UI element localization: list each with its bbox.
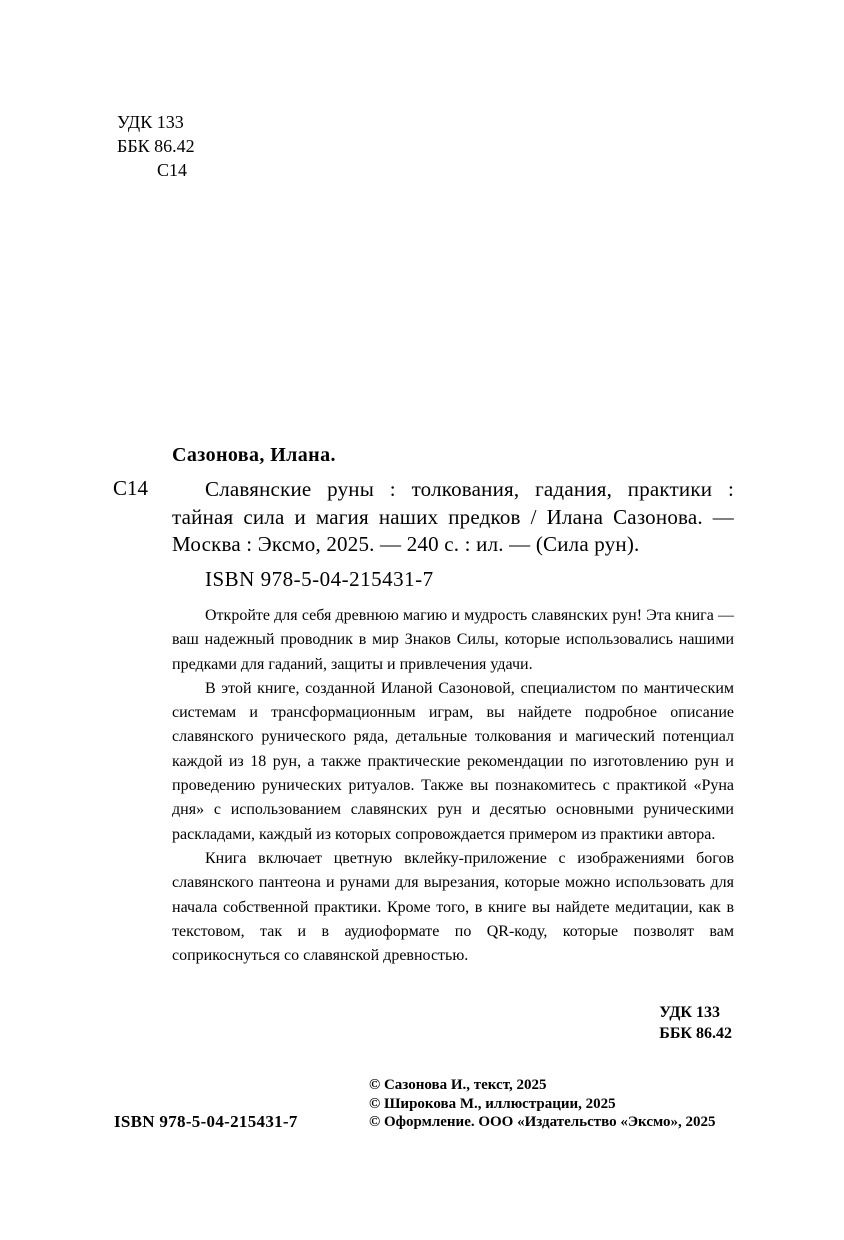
annotation-paragraph: В этой книге, созданной Иланой Сазоновой, специалистом по мантическим системам и трансформационным играм, вы найдете подробное описание славянского рунического ряда, детальные толкования и магический потенциал каждой из 18 рун, а также практические рекомендации по изготовлению рун и проведению рунических ритуалов. Также вы познакомитесь с практикой «Руна дня» с использованием славянских рун и десятью основными руническими раскладами, каждый из которых сопровождается примером из практики автора. [172, 679, 734, 843]
annotation [172, 604, 734, 968]
bottom-udk: УДК 133 [659, 1004, 720, 1021]
copyright-line: © Сазонова И., текст, 2025 [369, 1077, 547, 1093]
bottom-isbn: ISBN 978-5-04-215431-7 [114, 1112, 298, 1131]
copyright-line: © Оформление. ООО «Издательство «Эксмо», 2025 [369, 1114, 716, 1130]
record-author-mark: С14 [113, 476, 149, 500]
annotation-paragraph: Откройте для себя древнюю магию и мудрость славянских рун! Эта книга — ваш надежный проводник в мир Знаков Силы, которые использовались нашими предками для гаданий, защиты и привлечения удачи. [172, 607, 734, 673]
udk-code: УДК 133 [117, 112, 184, 132]
bottom-classification [659, 1002, 732, 1044]
bottom-bbk: ББК 86.42 [659, 1025, 732, 1042]
bibliographic-description [172, 476, 734, 559]
description-text: Славянские руны : толкования, гадания, практики : тайная сила и магия наших предков / Илана Сазонова. — Москва : Эксмо, 2025. — 240 с. : ил. — (Сила рун). [172, 477, 734, 556]
author-mark: С14 [157, 160, 188, 180]
classification-block [117, 110, 195, 182]
record-isbn: ISBN 978-5-04-215431-7 [205, 567, 434, 591]
bbk-code: ББК 86.42 [117, 136, 195, 156]
record-author: Сазонова, Илана. [172, 444, 336, 466]
copyright-block [369, 1076, 716, 1132]
copyright-line: © Широкова М., иллюстрации, 2025 [369, 1095, 616, 1112]
annotation-paragraph: Книга включает цветную вклейку-приложение с изображениями богов славянского пантеона и рунами для вырезания, которые можно использовать для начала собственной практики. Кроме того, в книге вы найдете медитации, как в текстовом, так и в аудиоформате по QR-коду, которые позволят вам соприкоснуться со славянской древностью. [172, 849, 734, 965]
